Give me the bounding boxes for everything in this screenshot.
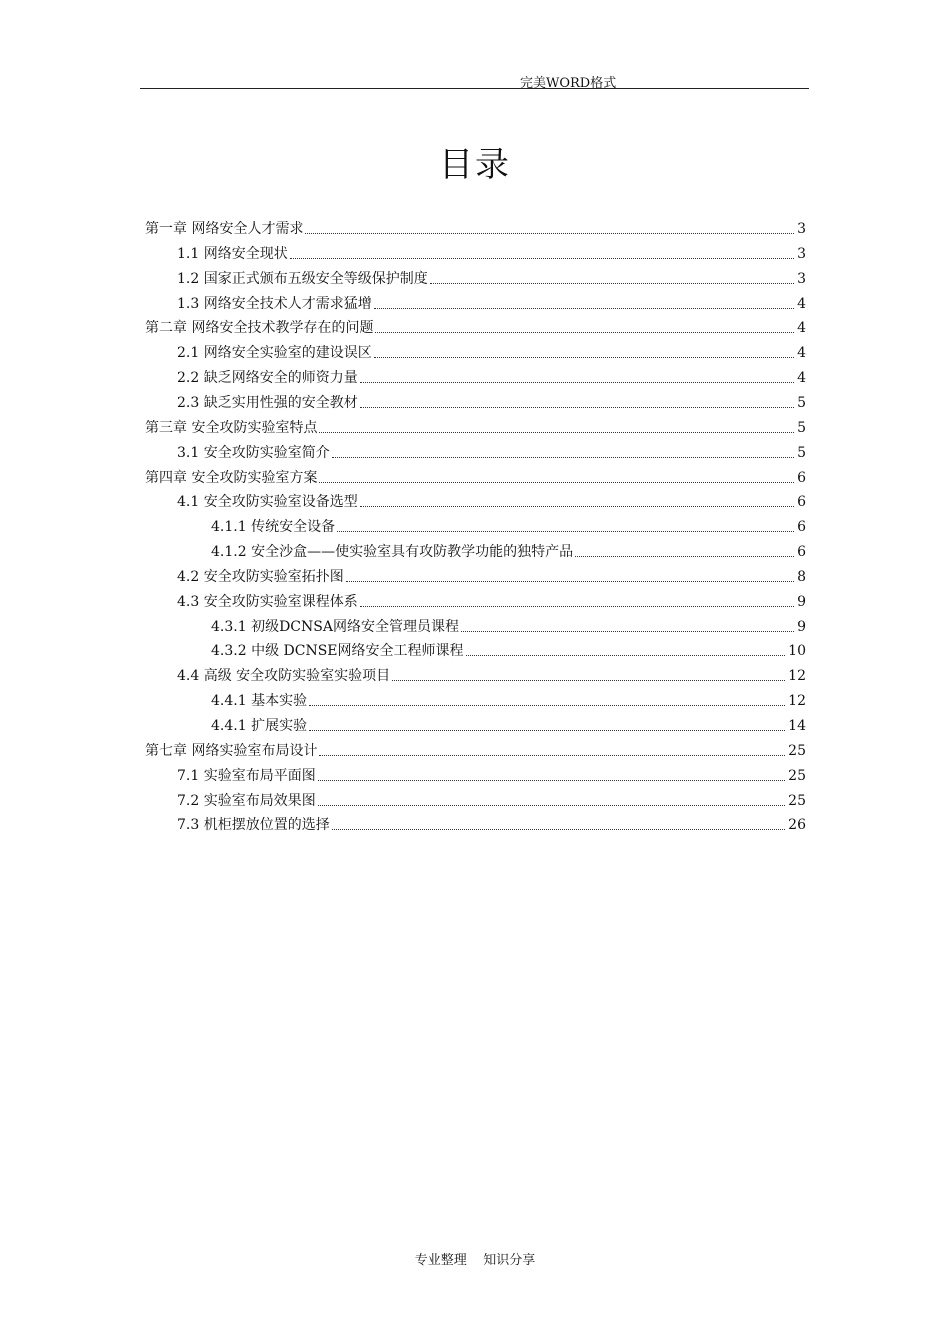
toc-dot-leader — [360, 407, 794, 408]
toc-entry[interactable] — [177, 293, 806, 313]
toc-dot-leader — [466, 655, 786, 656]
toc-entry-page: 6 — [797, 544, 806, 561]
toc-entry[interactable] — [177, 790, 806, 810]
toc-entry-page: 4 — [797, 295, 806, 312]
toc-entry-label: 1.3 网络安全技术人才需求猛增 — [177, 295, 372, 312]
toc-dot-leader — [319, 482, 794, 483]
toc-dot-leader — [318, 805, 785, 806]
toc-dot-leader — [360, 506, 794, 507]
header-divider — [140, 88, 809, 89]
toc-entry-page: 26 — [788, 817, 806, 834]
toc-dot-leader — [332, 457, 794, 458]
toc-dot-leader — [319, 755, 785, 756]
toc-entry[interactable] — [145, 317, 806, 337]
toc-entry-page: 6 — [797, 519, 806, 536]
toc-dot-leader — [575, 556, 794, 557]
toc-title: 目录 — [439, 145, 511, 185]
toc-entry-page: 14 — [788, 718, 806, 734]
toc-entry-page: 6 — [797, 469, 806, 486]
toc-entry[interactable] — [211, 516, 806, 536]
toc-entry-page: 3 — [797, 221, 806, 237]
toc-entry-label: 4.4.1 扩展实验 — [211, 718, 308, 734]
page-header: 完美WORD格式 — [520, 76, 617, 91]
toc-entry-label: 4.3.1 初级DCNSA网络安全管理员课程 — [211, 618, 459, 635]
toc-entry-label: 2.2 缺乏网络安全的师资力量 — [177, 370, 358, 387]
toc-entry-label: 4.4.1 基本实验 — [211, 693, 308, 710]
toc-entry-page: 10 — [788, 643, 806, 660]
toc-entry-label: 4.3.2 中级 DCNSE网络安全工程师课程 — [211, 643, 464, 660]
toc-entry-page: 12 — [788, 668, 806, 685]
toc-entry-page: 9 — [797, 618, 806, 635]
toc-entry[interactable] — [211, 541, 806, 561]
toc-entry-page: 3 — [797, 245, 806, 262]
toc-entry[interactable] — [177, 765, 806, 785]
toc-entry-label: 4.3 安全攻防实验室课程体系 — [177, 593, 358, 610]
toc-entry-label: 4.4 高级 安全攻防实验室实验项目 — [177, 668, 391, 685]
toc-dot-leader — [392, 680, 785, 681]
toc-entry[interactable] — [177, 814, 806, 834]
toc-entry[interactable] — [211, 690, 806, 710]
toc-entry-page: 25 — [788, 767, 806, 784]
toc-entry-page: 5 — [797, 419, 806, 436]
toc-entry[interactable] — [177, 566, 806, 586]
toc-entry-page: 3 — [797, 270, 806, 287]
toc-entry-label: 4.1.1 传统安全设备 — [211, 519, 336, 536]
toc-entry[interactable] — [177, 243, 806, 263]
toc-entry[interactable] — [177, 392, 806, 412]
toc-dot-leader — [461, 631, 794, 632]
toc-entry[interactable] — [177, 268, 806, 288]
toc-entry[interactable] — [177, 665, 806, 685]
toc-entry-label: 4.1 安全攻防实验室设备选型 — [177, 494, 358, 511]
toc-entry-label: 第七章 网络实验室布局设计 — [145, 742, 318, 759]
toc-entry-page: 12 — [788, 693, 806, 710]
toc-entry-label: 1.1 网络安全现状 — [177, 245, 288, 262]
toc-dot-leader — [309, 730, 785, 731]
toc-entry-label: 2.1 网络安全实验室的建设误区 — [177, 345, 372, 362]
page-footer: 专业整理 知识分享 — [414, 1253, 536, 1268]
toc-entry[interactable] — [145, 467, 806, 487]
toc-entry-label: 7.1 实验室布局平面图 — [177, 767, 316, 784]
toc-entry[interactable] — [177, 591, 806, 611]
toc-dot-leader — [374, 357, 794, 358]
toc-entry-page: 4 — [797, 345, 806, 362]
toc-entry-page: 25 — [788, 742, 806, 759]
toc-entry-page: 8 — [797, 568, 806, 585]
toc-dot-leader — [360, 606, 794, 607]
toc-entry-page: 4 — [797, 370, 806, 387]
toc-entry-label: 1.2 国家正式颁布五级安全等级保护制度 — [177, 270, 428, 287]
toc-dot-leader — [430, 283, 794, 284]
toc-entry-label: 第四章 安全攻防实验室方案 — [145, 469, 318, 486]
toc-dot-leader — [332, 829, 785, 830]
toc-entry-label: 4.2 安全攻防实验室拓扑图 — [177, 568, 344, 585]
toc-entry[interactable] — [211, 640, 806, 660]
toc-entry-label: 第一章 网络安全人才需求 — [145, 221, 304, 237]
toc-entry-page: 4 — [797, 320, 806, 337]
toc-entry[interactable] — [211, 616, 806, 636]
toc-entry[interactable] — [177, 491, 806, 511]
toc-entry-page: 5 — [797, 394, 806, 411]
toc-dot-leader — [305, 233, 794, 234]
toc-dot-leader — [360, 382, 794, 383]
toc-dot-leader — [337, 531, 794, 532]
toc-dot-leader — [319, 432, 794, 433]
toc-entry[interactable] — [145, 218, 806, 238]
toc-entry-label: 4.1.2 安全沙盒——使实验室具有攻防教学功能的独特产品 — [211, 544, 574, 561]
toc-entry-page: 5 — [797, 444, 806, 461]
toc-entry[interactable] — [145, 417, 806, 437]
toc-dot-leader — [346, 581, 794, 582]
toc-entry-page: 6 — [797, 494, 806, 511]
toc-entry[interactable] — [177, 442, 806, 462]
toc-entry-label: 第二章 网络安全技术教学存在的问题 — [145, 320, 374, 337]
toc-entry-page: 25 — [788, 792, 806, 809]
toc-entry-page: 9 — [797, 593, 806, 610]
toc-entry-label: 7.3 机柜摆放位置的选择 — [177, 817, 330, 834]
toc-dot-leader — [374, 308, 794, 309]
toc-dot-leader — [318, 780, 785, 781]
toc-entry[interactable] — [177, 342, 806, 362]
toc-dot-leader — [309, 705, 785, 706]
toc-entry[interactable] — [145, 740, 806, 760]
toc-dot-leader — [375, 332, 794, 333]
toc-entry[interactable] — [177, 367, 806, 387]
toc-entry-label: 7.2 实验室布局效果图 — [177, 792, 316, 809]
toc-dot-leader — [290, 258, 794, 259]
toc-entry-label: 2.3 缺乏实用性强的安全教材 — [177, 394, 358, 411]
toc-entry-label: 3.1 安全攻防实验室简介 — [177, 444, 330, 461]
toc-entry-label: 第三章 安全攻防实验室特点 — [145, 419, 318, 436]
toc-entry[interactable] — [211, 715, 806, 735]
